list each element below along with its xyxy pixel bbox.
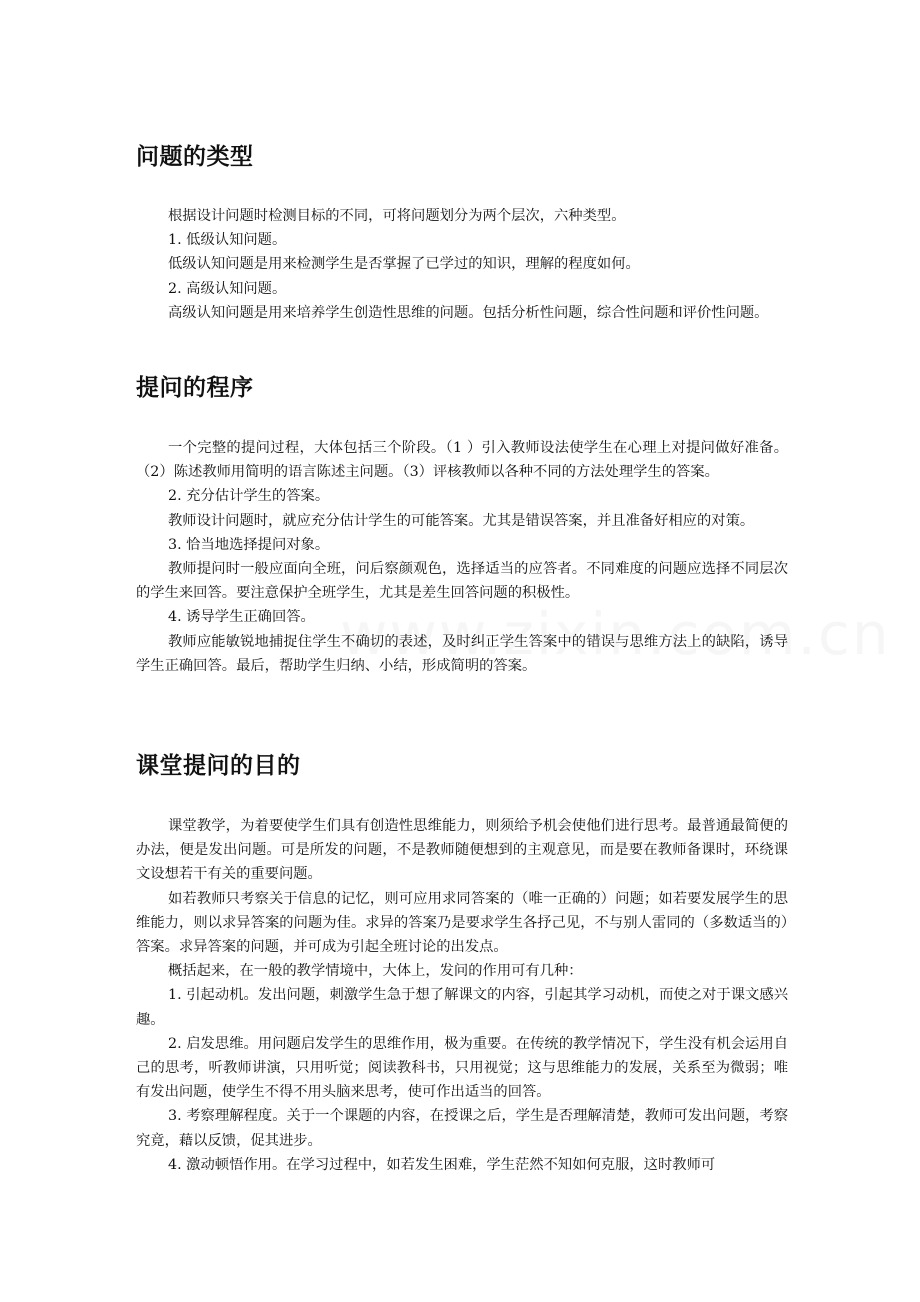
section-heading: 课堂提问的目的 [136, 753, 301, 779]
section-heading: 提问的程序 [136, 375, 254, 401]
section-body [136, 204, 788, 325]
numbered-item: 1. 引起动机。发出问题，刺激学生急于想了解课文的内容，引起其学习动机，而使之对于课文感兴趣。 [136, 987, 788, 1028]
numbered-item: 1. 低级认知问题。 [168, 232, 287, 249]
paragraph: 课堂教学，为着要使学生们具有创造性思维能力，则须给予机会使他们进行思考。最普通最简便的办法，便是发出问题。可是所发的问题，不是教师随便想到的主观意见，而是要在教师备课时，环绕课文设想若干有关的重要问题。 [136, 818, 788, 883]
section-body [136, 436, 788, 678]
paragraph: 低级认知问题是用来检测学生是否掌握了已学过的知识，理解的程度如何。 [168, 256, 640, 273]
section-question-procedure [136, 373, 788, 678]
numbered-item: 3. 考察理解程度。关于一个课题的内容，在授课之后，学生是否理解清楚，教师可发出问题，考察究竟，藉以反馈，促其进步。 [136, 1108, 788, 1149]
numbered-item: 2. 充分估计学生的答案。 [168, 488, 330, 505]
paragraph: 概括起来，在一般的教学情境中，大体上，发问的作用可有几种： [168, 963, 583, 980]
numbered-item: 3. 恰当地选择提问对象。 [168, 536, 330, 553]
paragraph: 教师应能敏锐地捕捉住学生不确切的表述，及时纠正学生答案中的错误与思维方法上的缺陷，诱导学生正确回答。最后，帮助学生归纳、小结，形成简明的答案。 [136, 633, 788, 674]
paragraph: 如若教师只考察关于信息的记忆，则可应用求同答案的（唯一正确的）问题；如若要发展学生的思维能力，则以求异答案的问题为佳。求异的答案乃是要求学生各抒己见，不与别人雷同的（多数适当的）答案。求异答案的问题，并可成为引起全班讨论的出发点。 [136, 890, 788, 956]
section-body [136, 814, 788, 1177]
numbered-item: 2. 启发思维。用问题启发学生的思维作用，极为重要。在传统的教学情况下，学生没有机会运用自己的思考，听教师讲演，只用听觉；阅读教科书，只用视觉；这与思维能力的发展，关系至为微弱；唯有发出问题，使学生不得不用头脑来思考，使可作出适当的回答。 [136, 1035, 788, 1101]
section-question-types [136, 142, 788, 325]
numbered-item: 4. 激动顿悟作用。在学习过程中，如若发生困难，学生茫然不知如何克服，这时教师可 [168, 1156, 716, 1173]
section-question-purpose [136, 751, 788, 1177]
paragraph: 高级认知问题是用来培养学生创造性思维的问题。包括分析性问题，综合性问题和评价性问题。 [168, 304, 769, 321]
paragraph: 教师提问时一般应面向全班，问后察颜观色，选择适当的应答者。不同难度的问题应选择不同层次的学生来回答。要注意保护全班学生，尤其是差生回答问题的积极性。 [136, 561, 788, 602]
paragraph: 一个完整的提问过程，大体包括三个阶段。（1 ）引入教师设法使学生在心理上对提问做好准备。（2）陈述教师用简明的语言陈述主问题。（3）评核教师以各种不同的方法处理学生的答案。 [136, 440, 788, 481]
numbered-item: 4. 诱导学生正确回答。 [168, 609, 315, 626]
section-heading: 问题的类型 [136, 144, 254, 170]
paragraph: 教师设计问题时，就应充分估计学生的可能答案。尤其是错误答案，并且准备好相应的对策。 [168, 512, 755, 529]
paragraph: 根据设计问题时检测目标的不同，可将问题划分为两个层次，六种类型。 [168, 208, 626, 224]
numbered-item: 2. 高级认知问题。 [168, 280, 287, 297]
